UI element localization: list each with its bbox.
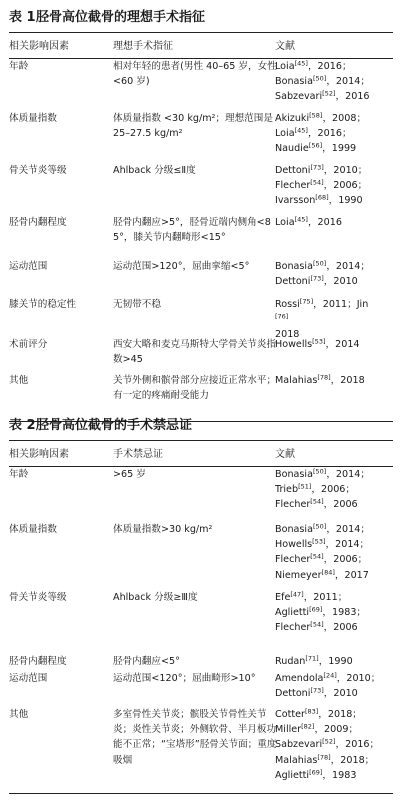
references-cell — [275, 297, 393, 343]
reference-citation: [50] — [312, 259, 327, 268]
factor-cell: 其他 — [9, 375, 29, 386]
references-cell — [275, 373, 393, 388]
reference-entry — [275, 274, 393, 289]
reference-entry — [275, 215, 393, 230]
reference-citation: [24] — [323, 671, 337, 680]
reference-author: Akizuki — [275, 113, 310, 124]
table-row — [9, 671, 393, 707]
reference-author: Flecher — [275, 554, 311, 566]
reference-entry — [275, 297, 393, 312]
table-row — [9, 215, 393, 259]
references-cell — [275, 215, 393, 230]
table-row — [9, 59, 393, 111]
reference-year: 2018 — [275, 329, 300, 341]
references-cell — [275, 671, 393, 701]
table-row — [9, 111, 393, 163]
table-row — [9, 297, 393, 341]
criterion-cell: 运动范围<120°；屈曲畸形>10° — [113, 673, 256, 684]
reference-year: ，1990 — [328, 195, 363, 207]
reference-author: Naudie — [275, 143, 309, 155]
reference-year: ，2014； — [326, 76, 370, 88]
reference-author: Ivarsson — [275, 195, 316, 207]
reference-author: Loia — [275, 61, 295, 72]
reference-author: Dettoni — [275, 165, 311, 176]
references-cell — [275, 337, 393, 352]
reference-year: ，2008； — [322, 113, 367, 124]
reference-entry — [275, 373, 393, 388]
factor-cell: 骨关节炎等级 — [9, 165, 67, 176]
table-1-caption — [9, 4, 393, 32]
header-references: 文献 — [275, 41, 295, 52]
reference-citation: [52] — [322, 737, 336, 746]
criterion-cell: >65 岁 — [113, 469, 146, 480]
reference-citation: [78] — [317, 753, 331, 762]
reference-entry — [275, 605, 393, 620]
reference-entry — [275, 126, 393, 141]
reference-author: Niemeyer — [275, 569, 322, 581]
reference-author: Howells — [275, 539, 313, 551]
reference-citation: [54] — [310, 552, 324, 561]
reference-entry — [275, 337, 393, 352]
reference-entry — [275, 522, 393, 537]
reference-entry — [275, 590, 393, 605]
reference-author: Howells — [275, 339, 313, 350]
criterion-cell: 多室骨性关节炎；髌股关节骨性关节炎；炎性关节炎；外侧软骨、半月板功能不正常；“宝塔形”胫骨关节面；重度吸烟 — [113, 709, 277, 766]
table-row — [9, 654, 393, 671]
criterion-cell: 体质量指数>30 kg/m² — [113, 524, 213, 535]
criterion-cell: 相对年轻的患者(男性 40–65 岁，女性<60 岁) — [113, 61, 277, 88]
references-cell — [275, 111, 393, 157]
reference-citation: [71] — [305, 654, 319, 663]
reference-year: ，2018； — [330, 754, 375, 766]
reference-entry — [275, 163, 393, 178]
reference-author: Loia — [275, 128, 295, 140]
factor-cell: 胫骨内翻程度 — [9, 217, 67, 228]
references-cell — [275, 707, 393, 783]
reference-entry — [275, 707, 393, 722]
criterion-cell: 关节外侧和髌骨部分应接近正常水平；有一定的疼痛耐受能力 — [113, 375, 277, 402]
reference-citation: [54] — [310, 620, 324, 629]
reference-year: ，1990 — [318, 656, 353, 667]
reference-year: ，2006 — [323, 622, 358, 634]
reference-author: Miller — [275, 724, 302, 736]
reference-citation: [58] — [309, 111, 323, 120]
reference-year: ，2014 — [325, 339, 360, 350]
reference-entry — [275, 497, 393, 512]
factor-cell: 年龄 — [9, 469, 29, 480]
reference-citation: [52] — [322, 89, 336, 98]
reference-author: Trieb — [275, 484, 299, 496]
reference-year: ，2010 — [323, 688, 358, 700]
reference-citation: [76] — [275, 312, 289, 321]
reference-citation: [83] — [304, 707, 319, 716]
reference-year: ，2010； — [336, 673, 381, 684]
reference-entry — [275, 722, 393, 737]
table-row — [9, 707, 393, 789]
reference-year: ，2009； — [314, 724, 359, 736]
reference-author: Loia — [275, 217, 295, 228]
reference-author: Bonasia — [275, 76, 313, 88]
references-cell — [275, 163, 393, 209]
references-cell — [275, 654, 393, 669]
reference-entry — [275, 59, 393, 74]
reference-entry — [275, 111, 393, 126]
factor-cell: 胫骨内翻程度 — [9, 656, 67, 667]
reference-author: Bonasia — [275, 524, 313, 535]
reference-citation: [78] — [317, 373, 331, 382]
reference-year: ，2010； — [323, 165, 368, 176]
reference-entry — [275, 537, 393, 552]
reference-author: Malahias — [275, 754, 318, 766]
reference-author: Malahias — [275, 375, 318, 386]
reference-citation: [54] — [310, 497, 324, 506]
header-factor: 相关影响因素 — [9, 41, 69, 52]
criterion-cell: 体质量指数 <30 kg/m²；理想范围是 25–27.5 kg/m² — [113, 113, 273, 140]
reference-entry — [275, 178, 393, 193]
reference-year: ，2006； — [323, 180, 368, 192]
reference-entry — [275, 467, 393, 482]
references-cell — [275, 590, 393, 636]
reference-author: Cotter — [275, 709, 305, 720]
reference-year: ，1983； — [322, 607, 367, 619]
reference-entry — [275, 552, 393, 567]
reference-entry — [275, 753, 393, 768]
table-2 — [9, 412, 393, 794]
factor-cell: 骨关节炎等级 — [9, 592, 67, 603]
table-row — [9, 467, 393, 522]
table-row — [9, 590, 393, 654]
reference-author: Dettoni — [275, 688, 311, 700]
reference-author: Flecher — [275, 499, 311, 511]
reference-year: ，2018 — [330, 375, 365, 386]
table-2-number: 表 2 — [9, 418, 36, 433]
reference-year: ，2017 — [334, 569, 369, 581]
reference-year: ，2011；Jin — [313, 299, 369, 310]
reference-citation: [47] — [290, 590, 304, 599]
references-cell — [275, 467, 393, 513]
reference-year: ，2010 — [323, 276, 358, 288]
reference-citation: [69] — [309, 605, 323, 614]
reference-author: Rudan — [275, 656, 306, 667]
reference-citation: [73] — [310, 686, 324, 695]
reference-entry — [275, 671, 393, 686]
reference-citation: [75] — [299, 297, 314, 306]
header-references: 文献 — [275, 449, 295, 460]
criterion-cell: 西安大略和麦克马斯特大学骨关节炎指数>45 — [113, 339, 277, 366]
reference-author: Aglietti — [275, 769, 310, 781]
factor-cell: 年龄 — [9, 61, 29, 72]
reference-author: Sabzevari — [275, 91, 323, 103]
references-cell — [275, 522, 393, 583]
reference-entry — [275, 654, 393, 669]
factor-cell: 术前评分 — [9, 339, 48, 350]
reference-year: ，2014； — [326, 261, 370, 272]
reference-citation: [45] — [294, 59, 308, 68]
factor-cell: 体质量指数 — [9, 113, 57, 124]
criterion-cell: 无韧带不稳 — [113, 299, 161, 310]
reference-year: ，1983 — [322, 769, 357, 781]
reference-citation: [53] — [312, 537, 326, 546]
table-1-title: 胫骨高位截骨的理想手术指征 — [36, 10, 206, 25]
reference-entry — [275, 89, 393, 104]
reference-year: ，2016 — [335, 91, 370, 103]
table-2-title: 胫骨高位截骨的手术禁忌证 — [36, 418, 193, 433]
reference-year: ，2014； — [326, 524, 370, 535]
reference-author: Efe — [275, 592, 291, 603]
reference-author: Sabzevari — [275, 739, 323, 751]
table-2-body — [9, 467, 393, 789]
table-row — [9, 259, 393, 297]
reference-entry — [275, 768, 393, 783]
reference-author: Aglietti — [275, 607, 310, 619]
reference-year: ，2016； — [307, 61, 352, 72]
factor-cell: 体质量指数 — [9, 524, 57, 535]
reference-entry — [275, 482, 393, 497]
reference-citation: [68] — [315, 193, 329, 202]
reference-citation: [50] — [312, 522, 327, 531]
reference-citation: [51] — [298, 482, 312, 491]
reference-citation: [73] — [310, 274, 324, 283]
reference-year: ，2016 — [307, 217, 342, 228]
criterion-cell: Ahlback 分级≤Ⅱ度 — [113, 165, 196, 176]
reference-citation: [54] — [310, 178, 324, 187]
criterion-cell: 胫骨内翻应<5° — [113, 656, 180, 667]
criterion-cell: Ahlback 分级≥Ⅲ度 — [113, 592, 198, 603]
references-cell — [275, 259, 393, 289]
table-2-header — [9, 441, 393, 466]
table-1-header — [9, 33, 393, 58]
reference-entry — [275, 74, 393, 89]
factor-cell: 其他 — [9, 709, 29, 720]
reference-entry — [275, 141, 393, 156]
reference-citation: [84] — [321, 568, 335, 577]
reference-year: ，2016； — [335, 739, 380, 751]
bottom-rule — [9, 793, 393, 794]
table-row — [9, 522, 393, 590]
reference-author: Bonasia — [275, 469, 313, 480]
reference-year: ，2006； — [311, 484, 356, 496]
criterion-cell: 运动范围>120°，屈曲挛缩<5° — [113, 261, 250, 272]
table-1 — [9, 4, 393, 422]
reference-author: Bonasia — [275, 261, 313, 272]
table-1-body — [9, 59, 393, 417]
reference-author: Dettoni — [275, 276, 311, 288]
header-criterion: 理想手术指征 — [113, 41, 173, 52]
reference-author: Rossi — [275, 299, 300, 310]
reference-year: ，2016； — [307, 128, 352, 140]
table-row — [9, 163, 393, 215]
table-2-caption — [9, 412, 393, 440]
reference-entry — [275, 259, 393, 274]
reference-entry — [275, 568, 393, 583]
header-criterion: 手术禁忌证 — [113, 449, 163, 460]
reference-entry — [275, 686, 393, 701]
factor-cell: 膝关节的稳定性 — [9, 299, 77, 310]
reference-citation: [50] — [312, 467, 327, 476]
reference-citation: [45] — [294, 215, 308, 224]
reference-entry — [275, 312, 393, 327]
reference-author: Amendola — [275, 673, 324, 684]
reference-year: ，2014； — [325, 539, 370, 551]
reference-citation: [45] — [294, 126, 308, 135]
reference-year: ，1999 — [322, 143, 357, 155]
table-1-number: 表 1 — [9, 10, 36, 25]
criterion-cell: 胫骨内翻应>5°，胫骨近端内侧角<85°，膝关节内翻畸形<15° — [113, 217, 271, 244]
factor-cell: 运动范围 — [9, 673, 48, 684]
table-row — [9, 337, 393, 373]
reference-citation: [69] — [309, 768, 323, 777]
reference-citation: [53] — [312, 337, 326, 346]
reference-year: ，2006； — [323, 554, 368, 566]
reference-citation: [82] — [301, 722, 315, 731]
reference-citation: [50] — [312, 74, 327, 83]
reference-year: ，2011； — [303, 592, 348, 603]
reference-year: ，2006 — [323, 499, 358, 511]
header-factor: 相关影响因素 — [9, 449, 69, 460]
factor-cell: 运动范围 — [9, 261, 48, 272]
references-cell — [275, 59, 393, 105]
reference-author: Flecher — [275, 622, 311, 634]
reference-author: Flecher — [275, 180, 311, 192]
reference-entry — [275, 620, 393, 635]
reference-citation: [56] — [308, 141, 323, 150]
reference-citation: [73] — [310, 163, 324, 172]
reference-entry — [275, 193, 393, 208]
reference-year: ，2018； — [318, 709, 362, 720]
reference-year: ，2014； — [326, 469, 370, 480]
table-row — [9, 373, 393, 417]
reference-entry — [275, 737, 393, 752]
